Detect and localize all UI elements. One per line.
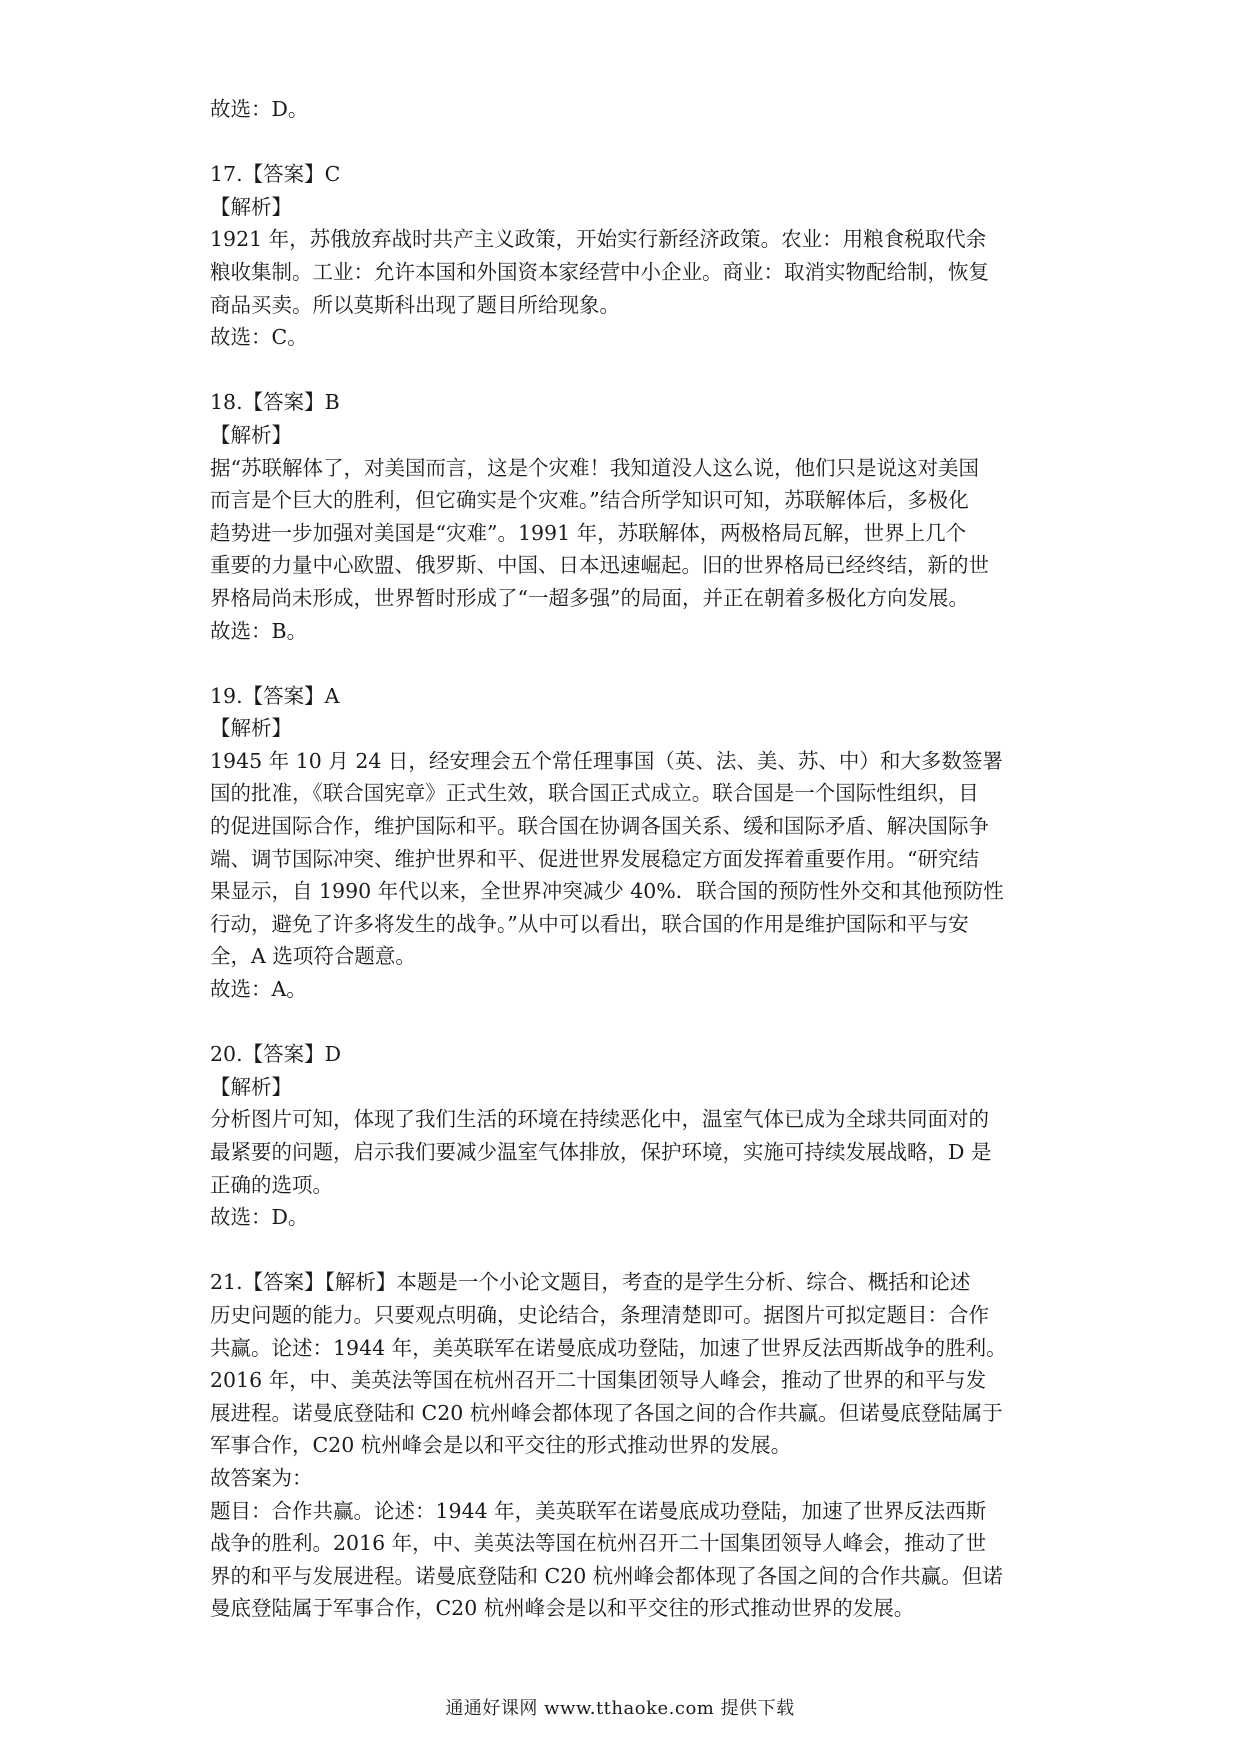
analysis-line: 果显示，自 1990 年代以来，全世界冲突减少 40%．联合国的预防性外交和其他预防性 [210,879,1004,904]
analysis-line: 商品买卖。所以莫斯科出现了题目所给现象。 [210,292,620,317]
answer-block-21 [210,1266,1040,1625]
analysis-label: 【解析】 [210,716,292,741]
essay-line: 21.【答案】【解析】本题是一个小论文题目，考查的是学生分析、综合、概括和论述 [210,1270,971,1295]
choice-line: 故选：D。 [210,1205,309,1230]
analysis-label: 【解析】 [210,194,292,219]
choice-line: 故选：D。 [210,97,309,121]
analysis-line: 重要的力量中心欧盟、俄罗斯、中国、日本迅速崛起。旧的世界格局已经终结，新的世 [210,553,989,578]
answer-heading: 19.【答案】A [210,683,340,708]
previous-answer-tail [210,93,1040,126]
answer-heading: 20.【答案】D [210,1042,342,1067]
choice-line: 故选：C。 [210,325,308,350]
analysis-line: 端、调节国际冲突、维护世界和平、促进世界发展稳定方面发挥着重要作用。“研究结 [210,846,979,871]
answer-heading: 18.【答案】B [210,390,340,415]
page-footer: 通通好课网 www.tthaoke.com 提供下载 [445,1698,795,1719]
choice-line: 故选：B。 [210,618,308,643]
analysis-line: 粮收集制。工业：允许本国和外国资本家经营中小企业。商业：取消实物配给制，恢复 [210,259,989,284]
essay-line: 2016 年，中、美英法等国在杭州召开二十国集团领导人峰会，推动了世界的和平与发 [210,1368,987,1393]
essay-line: 共赢。论述：1944 年，美英联军在诺曼底成功登陆，加速了世界反法西斯战争的胜利。 [210,1335,1007,1360]
answer-block-18 [210,386,1040,647]
answer-document [210,93,1040,1658]
answer-label: 故答案为： [210,1465,313,1490]
essay-line: 题目：合作共赢。论述：1944 年，美英联军在诺曼底成功登陆，加速了世界反法西斯 [210,1498,987,1523]
essay-line: 历史问题的能力。只要观点明确，史论结合，条理清楚即可。据图片可拟定题目：合作 [210,1302,989,1327]
essay-line: 曼底登陆属于军事合作，C20 杭州峰会是以和平交往的形式推动世界的发展。 [210,1596,915,1621]
analysis-line: 最紧要的问题，启示我们要减少温室气体排放，保护环境，实施可持续发展战略，D 是 [210,1140,992,1164]
analysis-line: 据“苏联解体了，对美国而言，这是个灾难！我知道没人这么说，他们只是说这对美国 [210,455,979,480]
essay-line: 战争的胜利。2016 年，中、美英法等国在杭州召开二十国集团领导人峰会，推动了世 [210,1531,987,1556]
analysis-line: 界格局尚未形成，世界暂时形成了“一超多强”的局面，并正在朝着多极化方向发展。 [210,585,969,610]
essay-line: 展进程。诺曼底登陆和 C20 杭州峰会都体现了各国之间的合作共赢。但诺曼底登陆属于 [210,1400,1003,1425]
essay-line: 界的和平与发展进程。诺曼底登陆和 C20 杭州峰会都体现了各国之间的合作共赢。但诺 [210,1563,1003,1588]
analysis-label: 【解析】 [210,1074,292,1099]
analysis-line: 行动，避免了许多将发生的战争。”从中可以看出，联合国的作用是维护国际和平与安 [210,911,969,936]
analysis-line: 1921 年，苏俄放弃战时共产主义政策，开始实行新经济政策。农业：用粮食税取代余 [210,227,987,252]
analysis-line: 而言是个巨大的胜利，但它确实是个灾难。”结合所学知识可知，苏联解体后，多极化 [210,488,969,513]
answer-block-17 [210,158,1040,354]
analysis-label: 【解析】 [210,422,292,447]
essay-line: 军事合作，C20 杭州峰会是以和平交往的形式推动世界的发展。 [210,1433,792,1458]
analysis-line: 正确的选项。 [210,1172,333,1197]
analysis-line: 的促进国际合作，维护国际和平。联合国在协调各国关系、缓和国际矛盾、解决国际争 [210,814,989,839]
analysis-line: 1945 年 10 月 24 日，经安理会五个常任理事国（英、法、美、苏、中）和大多数签署 [210,748,1003,773]
answer-block-19 [210,680,1040,1006]
analysis-line: 趋势进一步加强对美国是“灾难”。1991 年，苏联解体，两极格局瓦解，世界上几个 [210,520,967,545]
answer-block-20 [210,1038,1040,1234]
analysis-line: 分析图片可知，体现了我们生活的环境在持续恶化中，温室气体已成为全球共同面对的 [210,1107,989,1132]
analysis-line: 全，A 选项符合题意。 [210,944,416,969]
answer-heading: 17.【答案】C [210,162,341,187]
choice-line: 故选：A。 [210,977,307,1002]
analysis-line: 国的批准，《联合国宪章》正式生效，联合国正式成立。联合国是一个国际性组织，目 [210,781,979,806]
